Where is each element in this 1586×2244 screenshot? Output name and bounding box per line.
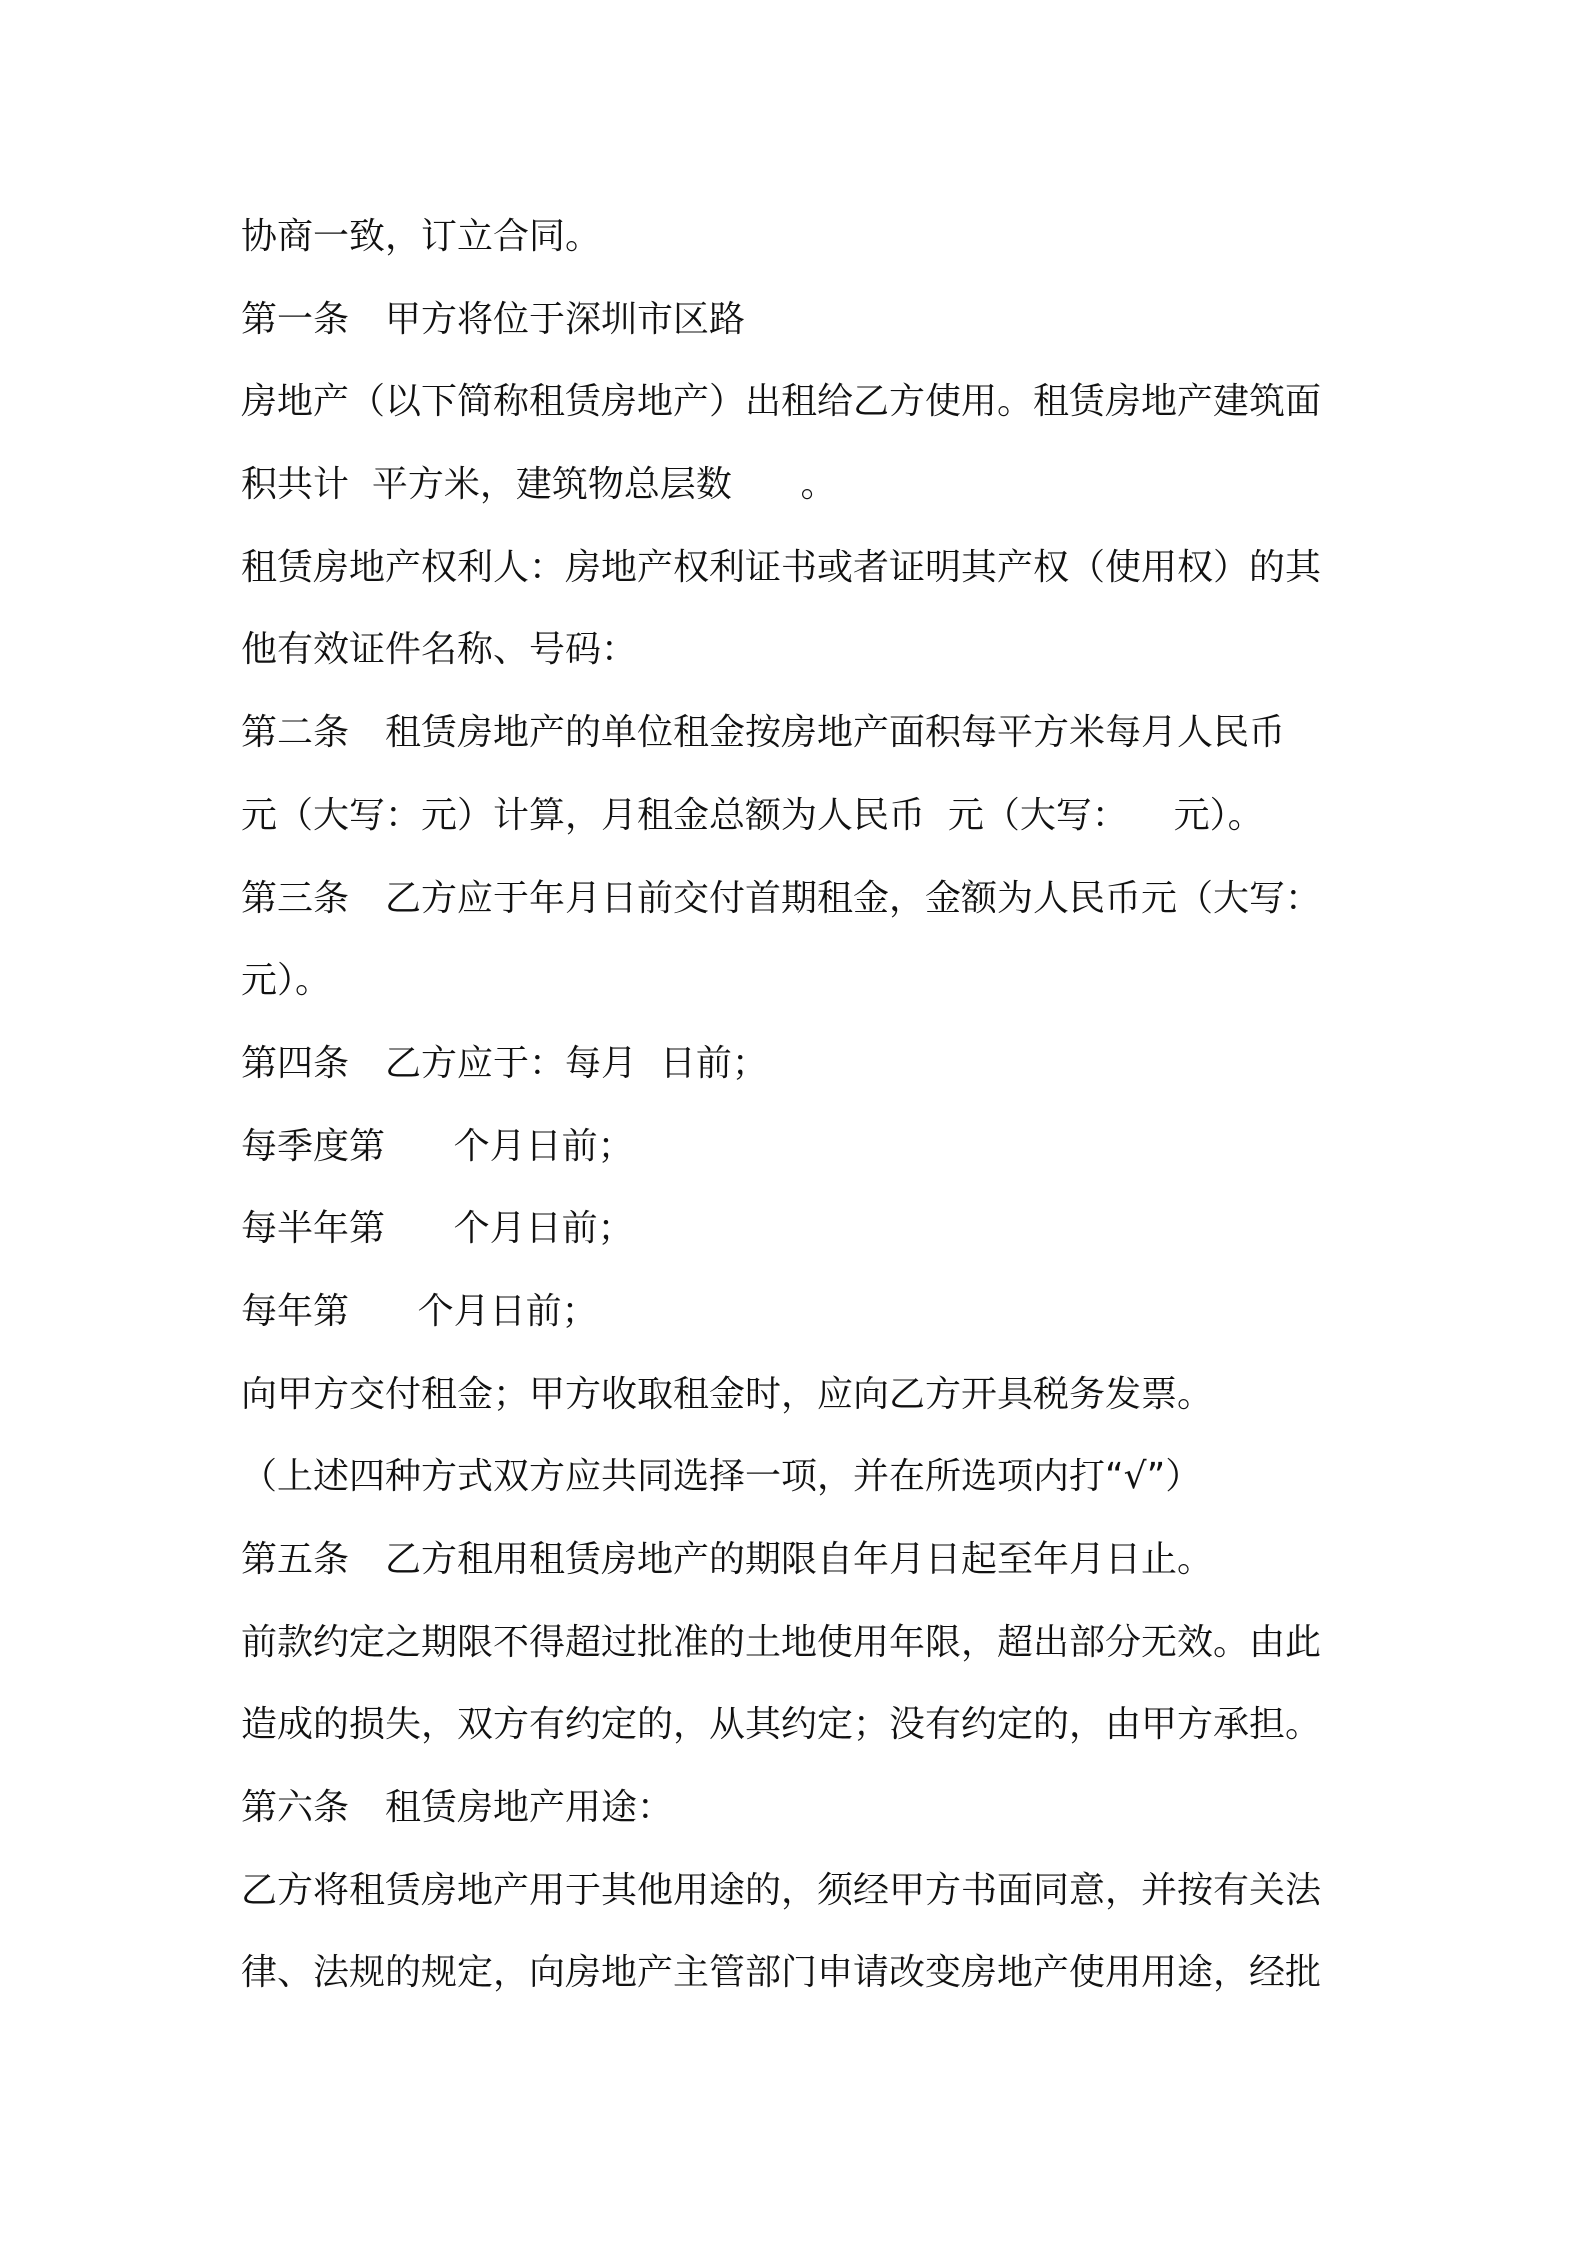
- text-line-10: 元）。: [241, 960, 332, 1002]
- text-line-1: 协商一致，订立合同。: [241, 216, 602, 257]
- text-line-11: 第四条 乙方应于：每月 日前；: [241, 1042, 768, 1084]
- text-line-21: 乙方将租赁房地产用于其他用途的，须经甲方书面同意，并按有关法: [241, 1869, 1322, 1911]
- contract-body: [241, 196, 1381, 2015]
- text-line-13: 每半年第 个月日前；: [241, 1208, 634, 1250]
- text-line-15: 向甲方交付租金；甲方收取租金时，应向乙方开具税务发票。: [241, 1373, 1214, 1415]
- text-line-16: （上述四种方式双方应共同选择一项，并在所选项内打“√”）: [241, 1456, 1202, 1498]
- text-line-7: 第二条 租赁房地产的单位租金按房地产面积每平方米每月人民币: [241, 712, 1286, 754]
- text-line-20: 第六条 租赁房地产用途：: [241, 1787, 674, 1829]
- text-line-19: 造成的损失，双方有约定的，从其约定；没有约定的，由甲方承担。: [241, 1704, 1322, 1746]
- text-line-3: 房地产（以下简称租赁房地产）出租给乙方使用。租赁房地产建筑面: [241, 381, 1322, 423]
- text-line-12: 每季度第 个月日前；: [241, 1125, 634, 1167]
- text-line-2: 第一条 甲方将位于深圳市区路: [241, 298, 746, 340]
- text-line-17: 第五条 乙方租用租赁房地产的期限自年月日起至年月日止。: [241, 1539, 1214, 1580]
- text-line-6: 他有效证件名称、号码：: [241, 629, 638, 671]
- text-line-8: 元（大写：元）计算，月租金总额为人民币 元（大写： 元）。: [241, 794, 1264, 836]
- text-line-4: 积共计 平方米，建筑物总层数 。: [241, 464, 837, 506]
- text-line-14: 每年第 个月日前；: [241, 1290, 598, 1332]
- text-line-5: 租赁房地产权利人：房地产权利证书或者证明其产权（使用权）的其: [241, 546, 1322, 588]
- text-line-22: 律、法规的规定，向房地产主管部门申请改变房地产使用用途，经批: [241, 1952, 1322, 1994]
- text-line-18: 前款约定之期限不得超过批准的土地使用年限，超出部分无效。由此: [241, 1621, 1322, 1663]
- text-line-9: 第三条 乙方应于年月日前交付首期租金，金额为人民币元（大写：: [241, 877, 1322, 919]
